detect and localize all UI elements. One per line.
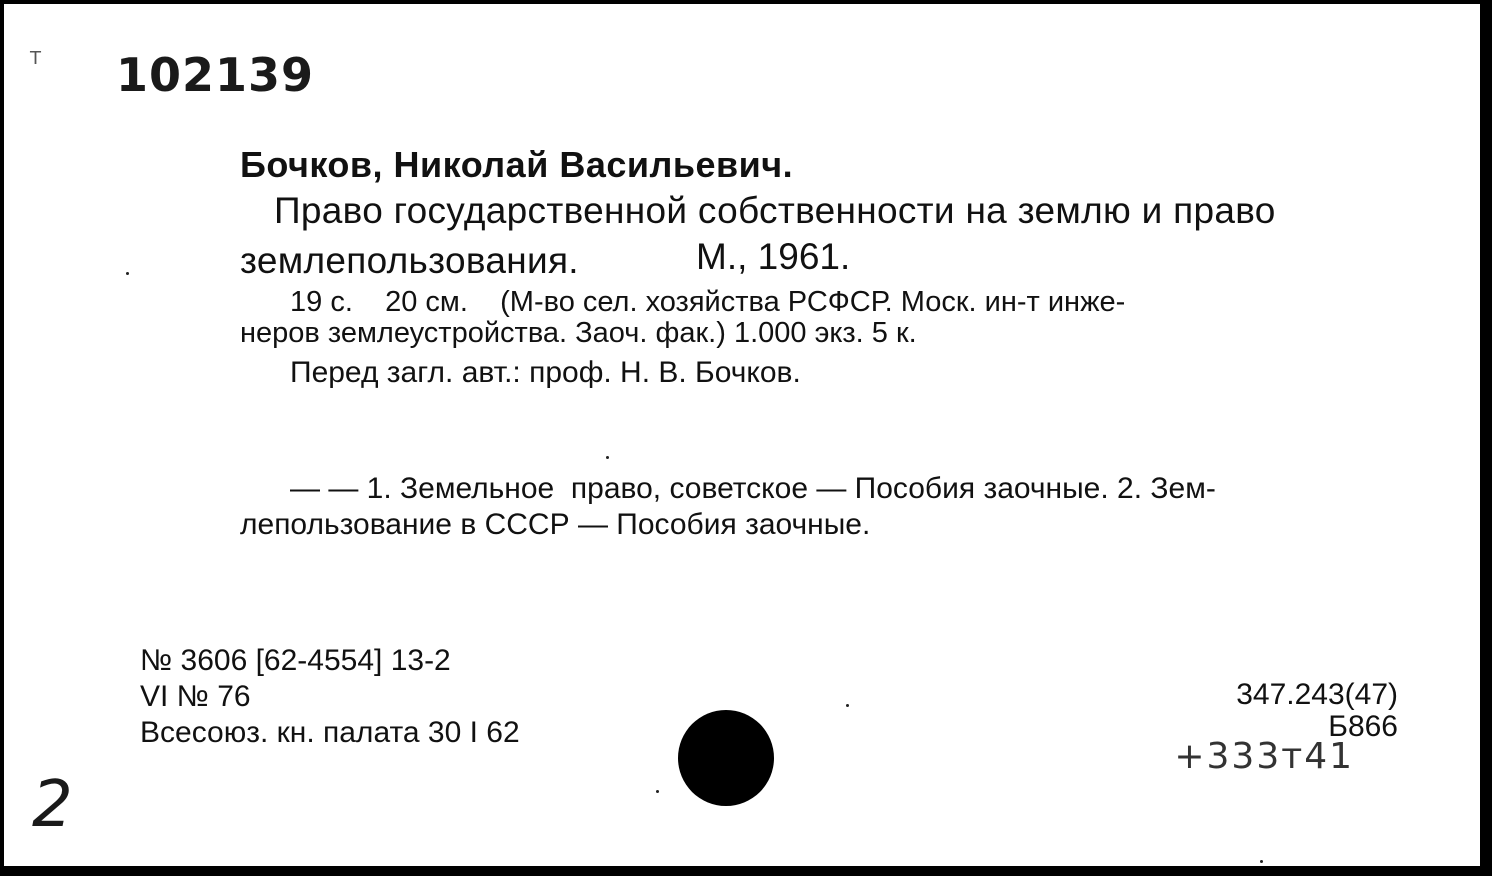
handwritten-code: +333т41: [1174, 736, 1354, 777]
collation-line-1: 19 с. 20 см. (М-во сел. хозяйства РСФСР. Моск. ин-т инже-: [290, 286, 1126, 318]
speck: [1260, 860, 1263, 863]
subjects-line-2: лепользование в СССР — Пособия заочные.: [240, 508, 871, 541]
speck: [846, 704, 849, 707]
author-mark: Б866: [1328, 710, 1398, 743]
classification-code: 347.243(47): [1236, 678, 1398, 711]
inventory-number: 102139: [116, 48, 315, 102]
punch-hole: [678, 710, 774, 806]
record-chamber: Всесоюз. кн. палата 30 I 62: [140, 716, 520, 749]
catalog-card: [4, 4, 1480, 866]
record-number: № 3606 [62-4554] 13-2: [140, 644, 451, 677]
title-line-2: землепользования.: [240, 240, 579, 281]
speck: [606, 456, 609, 459]
speck: [656, 790, 659, 793]
author-heading: Бочков, Николай Васильевич.: [240, 144, 794, 185]
subjects-line-1: — — 1. Земельное право, советское — Пособия заочные. 2. Зем-: [290, 472, 1216, 505]
record-volume: VI № 76: [140, 680, 251, 713]
imprint: М., 1961.: [696, 236, 851, 277]
title-line-1: Право государственной собственности на землю и право: [274, 190, 1276, 231]
speck: [126, 272, 129, 275]
collation-line-2: неров землеустройства. Заоч. фак.) 1.000 экз. 5 к.: [240, 317, 917, 349]
inventory-prefix: Т: [30, 48, 41, 69]
author-note: Перед загл. авт.: проф. Н. В. Бочков.: [290, 356, 801, 389]
handwritten-mark: 2: [32, 768, 73, 842]
